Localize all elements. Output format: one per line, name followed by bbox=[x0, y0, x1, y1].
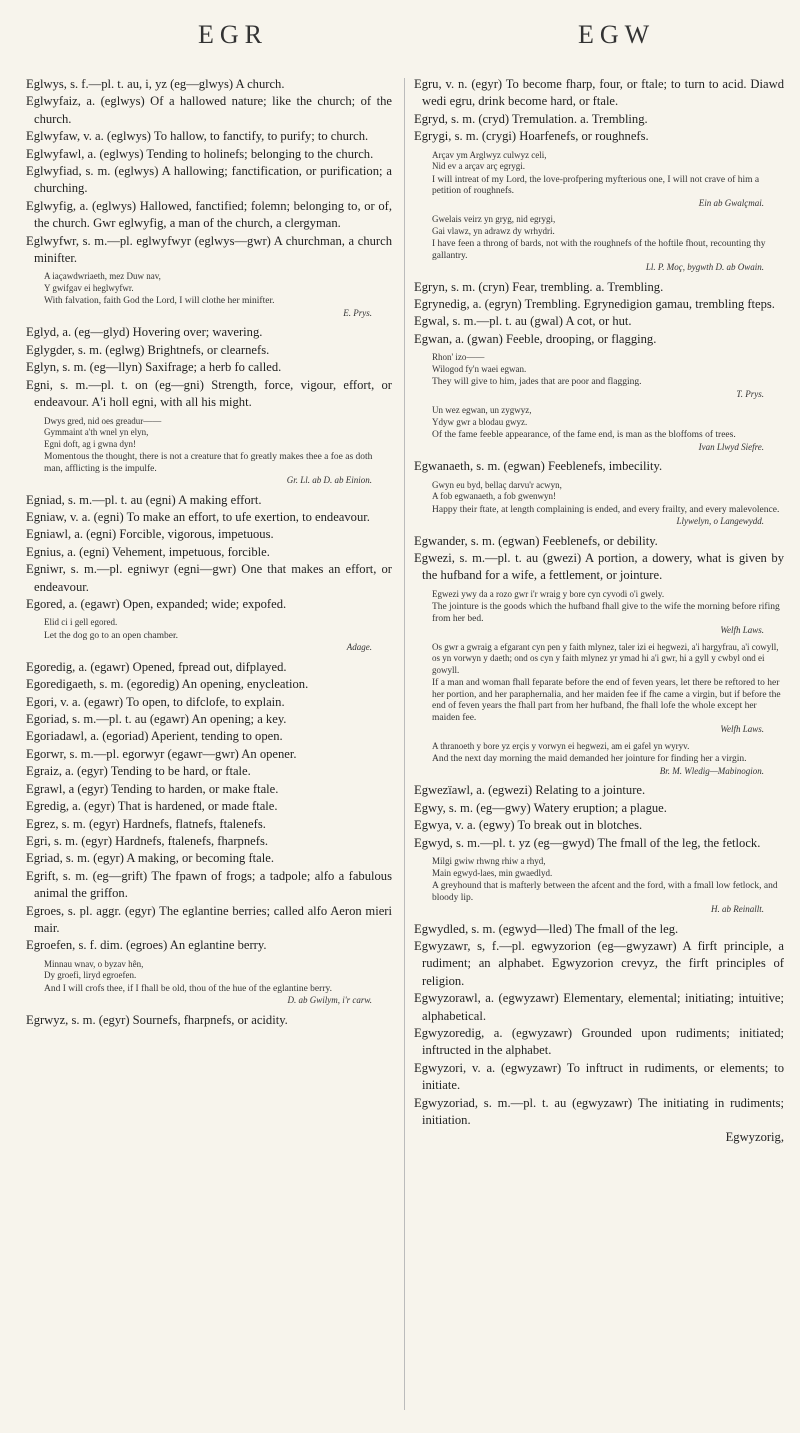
dictionary-entry: Egredig, a. (egyr) That is hardened, or made ftale. bbox=[26, 799, 278, 814]
right-column bbox=[414, 76, 784, 1147]
dictionary-entry: Egwyzori, v. a. (egwyzawr) To inftruct in rudiments, or elements; to initiate. bbox=[414, 1060, 784, 1093]
citation-line: Os gwr a gwraig a efgarant cyn pen y faith mlynez, taler izi ei hegwezi, a'i hargyfrau, a'i cowyll, os yn vorwyn y daeth; ond os cyn y faith mlynez yr ymad hi a'i gwr, hi a gyll y cwbyl ond ei gowyll. bbox=[432, 641, 779, 675]
citation-translation: A greyhound that is mafterly between the afcent and the ford, with a fmall low fetlock, and bloody lip. bbox=[432, 881, 778, 903]
citation-block bbox=[432, 405, 784, 453]
dictionary-entry: Eglyd, a. (eg—glyd) Hovering over; wavering. bbox=[26, 325, 263, 340]
citation-block bbox=[44, 617, 392, 654]
citation-block bbox=[44, 271, 392, 319]
citation-line: Main egwyd-laes, min gwaedlyd. bbox=[432, 867, 553, 878]
dictionary-entry: Egriad, s. m. (egyr) A making, or becoming ftale. bbox=[26, 851, 274, 866]
citation-source: Ein ab Gwalçmai. bbox=[698, 197, 764, 208]
citation-translation: And the next day morning the maid demanded her jointure for finding her a virgin. bbox=[432, 754, 747, 765]
citation-line: Dy groefi, liryd egroefen. bbox=[44, 970, 137, 981]
citation-line: Gai vlawz, yn adrawz dy wrhydri. bbox=[432, 225, 555, 236]
citation-translation: Momentous the thought, there is not a creature that fo greatly makes thee a foe as doth man, afflicting is the impulfe. bbox=[44, 452, 373, 474]
citation-translation: They will give to him, jades that are poor and flagging. bbox=[432, 377, 642, 388]
dictionary-entry: Egoredigaeth, s. m. (egoredig) An opening, enycleation. bbox=[26, 677, 309, 692]
citation-block bbox=[432, 589, 784, 637]
citation-translation: I will intreat of my Lord, the love-profpering myfterious one, I will not crave of him a petition of roughnefs. bbox=[432, 174, 760, 197]
citation-source: Welfh Laws. bbox=[720, 724, 764, 735]
citation-translation: If a man and woman fhall feparate before the end of feven years, let there be reftored to her her portion, and her paraphernalia, and her maiden fee if fhe came a virgin, but if before the end of feven years the fhall part from her hufband, fhe fhall lofe the whole except her maiden fee. bbox=[432, 678, 781, 723]
dictionary-entry: Egrygi, s. m. (crygi) Hoarfenefs, or roughnefs. bbox=[414, 129, 649, 144]
citation-block bbox=[44, 959, 392, 1007]
dictionary-entry: Eglwyfaiz, a. (eglwys) Of a hallowed nature; like the church; of the church. bbox=[26, 94, 392, 126]
dictionary-entry: Egrawl, a (egyr) Tending to harden, or make ftale. bbox=[26, 781, 279, 796]
dictionary-entry: Egnius, a. (egni) Vehement, impetuous, forcible. bbox=[26, 544, 270, 559]
dictionary-entry: Egri, s. m. (egyr) Hardnefs, ftalenefs, fharpnefs. bbox=[26, 833, 268, 848]
citation-block bbox=[432, 741, 784, 778]
citation-line: Egni doft, ag i gwna dyn! bbox=[44, 438, 136, 449]
dictionary-entry: Egoriadawl, a. (egoriad) Aperient, tending to open. bbox=[26, 729, 283, 744]
citation-block bbox=[432, 150, 784, 210]
citation-translation: With falvation, faith God the Lord, I will clothe her minifter. bbox=[44, 296, 275, 307]
citation-block bbox=[432, 480, 784, 528]
dictionary-entry: Egniaw, v. a. (egni) To make an effort, to ufe exertion, to endeavour. bbox=[26, 509, 370, 524]
dictionary-entry: Egori, v. a. (egawr) To open, to difclofe, to explain. bbox=[26, 694, 285, 709]
citation-line: Y gwifgav ei heglwyfwr. bbox=[44, 282, 134, 293]
left-column bbox=[26, 76, 392, 1029]
column-divider bbox=[404, 78, 405, 1410]
citation-line: Gwelais veirz yn gryg, nid egrygi, bbox=[432, 214, 556, 225]
citation-line: A iaçawdwriaeth, mez Duw nav, bbox=[44, 271, 161, 282]
dictionary-entry: Egwander, s. m. (egwan) Feeblenefs, or debility. bbox=[414, 533, 658, 548]
dictionary-entry: Egwan, a. (gwan) Feeble, drooping, or flagging. bbox=[414, 331, 657, 346]
citation-translation: Happy their ftate, at length complaining is ended, and every frailty, and every malevolence. bbox=[432, 504, 780, 515]
citation-line: Arçav ym Arglwyz culwyz celi, bbox=[432, 149, 547, 160]
dictionary-entry: Eglwyfaw, v. a. (eglwys) To hallow, to fanctify, to purify; to church. bbox=[26, 129, 369, 144]
dictionary-entry: Egryn, s. m. (cryn) Fear, trembling. a. Trembling. bbox=[414, 279, 664, 294]
running-head-left: EGR bbox=[198, 20, 268, 49]
dictionary-entry: Egwyzoredig, a. (egwyzawr) Grounded upon rudiments; initiated; inftructed in the alphabet. bbox=[414, 1025, 784, 1058]
citation-source: Gr. Ll. ab D. ab Einion. bbox=[286, 475, 372, 485]
citation-line: Nid ev a arçav arç egrygi. bbox=[432, 161, 525, 172]
citation-source: D. ab Gwilym, i'r carw. bbox=[287, 995, 372, 1006]
citation-line: Milgi gwiw rhwng rhiw a rhyd, bbox=[432, 856, 546, 866]
dictionary-entry: Egwyd, s. m.—pl. t. yz (eg—gwyd) The fmall of the leg, the fetlock. bbox=[414, 835, 761, 850]
dictionary-entry: Egwal, s. m.—pl. t. au (gwal) A cot, or hut. bbox=[414, 314, 632, 329]
citation-source: Ll. P. Moç, bygwth D. ab Owain. bbox=[645, 262, 764, 273]
citation-line: Gwyn eu byd, bellaç darvu'r acwyn, bbox=[432, 479, 562, 490]
citation-line: Rhon' izo—— bbox=[432, 352, 485, 363]
dictionary-entry: Egroefen, s. f. dim. (egroes) An eglantine berry. bbox=[26, 938, 267, 953]
dictionary-entry: Eglwys, s. f.—pl. t. au, i, yz (eg—glwys) A church. bbox=[26, 77, 285, 91]
citation-source: Br. M. Wledig—Mabinogion. bbox=[659, 765, 764, 776]
dictionary-entry: Egoredig, a. (egawr) Opened, fpread out, difplayed. bbox=[26, 659, 287, 674]
dictionary-entry: Egniawl, a. (egni) Forcible, vigorous, impetuous. bbox=[26, 527, 274, 542]
citation-line: Un wez egwan, un zygwyz, bbox=[432, 405, 532, 416]
dictionary-entry: Egniad, s. m.—pl. t. au (egni) A making effort. bbox=[26, 492, 262, 507]
citation-line: Ydyw gwr a blodau gwyz. bbox=[432, 416, 528, 427]
dictionary-entry: Egwya, v. a. (egwy) To break out in blotches. bbox=[414, 818, 643, 833]
citation-line: Egwezi ywy da a rozo gwr i'r wraig y bore cyn cyvodi o'i gwely. bbox=[432, 588, 665, 599]
citation-line: Dwys gred, nid oes greadur—— bbox=[44, 415, 162, 426]
dictionary-entry: Egored, a. (egawr) Open, expanded; wide; expofed. bbox=[26, 596, 287, 611]
citation-block bbox=[432, 856, 784, 916]
dictionary-entry: Egraiz, a. (egyr) Tending to be hard, or ftale. bbox=[26, 764, 251, 779]
dictionary-entry: Eglwyfwr, s. m.—pl. eglwyfwyr (eglwys—gwr) A churchman, a church minifter. bbox=[26, 233, 392, 266]
citation-translation: The jointure is the goods which the hufband fhall give to the wife the morning before rifing from her bed. bbox=[432, 602, 780, 624]
citation-source: Ivan Llwyd Siefre. bbox=[698, 441, 764, 452]
dictionary-entry: Eglygder, s. m. (eglwg) Brightnefs, or clearnefs. bbox=[26, 342, 270, 357]
citation-source: E. Prys. bbox=[343, 307, 372, 318]
dictionary-entry: Egwy, s. m. (eg—gwy) Watery eruption; a plague. bbox=[414, 800, 667, 815]
citation-source: Llywelyn, o Langewydd. bbox=[676, 516, 764, 527]
dictionary-entry: Egwezïawl, a. (egwezi) Relating to a jointure. bbox=[414, 783, 646, 798]
dictionary-entry: Egrez, s. m. (egyr) Hardnefs, flatnefs, ftalenefs. bbox=[26, 816, 266, 831]
dictionary-entry: Egwyzawr, s, f.—pl. egwyzorion (eg—gwyzawr) A firft principle, a rudiment; an alphabet. Egwyzorion crevyz, the firft principles of religion. bbox=[414, 938, 784, 988]
citation-translation: And I will crofs thee, if I fhall be old, thou of the hue of the eglantine berry. bbox=[44, 983, 332, 994]
dictionary-entry: Egrwyz, s. m. (egyr) Sournefs, fharpnefs, or acidity. bbox=[26, 1012, 288, 1027]
citation-line: Elid ci i gell egored. bbox=[44, 617, 118, 628]
dictionary-entry: Egorwr, s. m.—pl. egorwyr (egawr—gwr) An opener. bbox=[26, 746, 297, 761]
dictionary-entry: Eglwyfig, a. (eglwys) Hallowed, fanctified; folemn; belonging to, or of, the church. Gwr eglwyfig, a man of the church, a clergyman. bbox=[26, 198, 392, 231]
dictionary-entry: Egru, v. n. (egyr) To become fharp, four, or ftale; to turn to acid. Diawd wedi egru, drink become hard, or ftale. bbox=[414, 77, 784, 109]
citation-line: A fob egwanaeth, a fob gwenwyn! bbox=[432, 491, 556, 502]
citation-line: Gymmaint a'th wnel yn elyn, bbox=[44, 427, 149, 437]
citation-block bbox=[432, 642, 784, 736]
dictionary-entry: Egwezi, s. m.—pl. t. au (gwezi) A portion, a dowery, what is given by the hufband for a wife, a fettlement, or jointure. bbox=[414, 551, 784, 583]
dictionary-entry: Egwyzorawl, a. (egwyzawr) Elementary, elemental; initiating; intuitive; alphabetical. bbox=[414, 991, 784, 1023]
citation-block bbox=[432, 352, 784, 400]
dictionary-entry: Egryd, s. m. (cryd) Tremulation. a. Trembling. bbox=[414, 111, 648, 126]
dictionary-entry: Egwyzoriad, s. m.—pl. t. au (egwyzawr) The initiating in rudiments; initiation. bbox=[414, 1095, 784, 1127]
citation-line: Wilogod fy'n waei egwan. bbox=[432, 363, 527, 374]
running-head-right: EGW bbox=[578, 20, 656, 49]
citation-block bbox=[432, 214, 784, 274]
citation-line: A thranoeth y bore yz erçis y vorwyn ei hegwezi, am ei gafel yn wyryv. bbox=[432, 740, 690, 751]
dictionary-entry: Egoriad, s. m.—pl. t. au (egawr) An opening; a key. bbox=[26, 712, 287, 727]
dictionary-entry: Eglwyfawl, a. (eglwys) Tending to holinefs; belonging to the church. bbox=[26, 146, 374, 161]
dictionary-entry: Egroes, s. pl. aggr. (egyr) The eglantine berries; called alfo Aeron mieri mair. bbox=[26, 903, 392, 935]
dictionary-entry: Eglyn, s. m. (eg—llyn) Saxifrage; a herb fo called. bbox=[26, 360, 282, 375]
citation-source: Welfh Laws. bbox=[720, 625, 764, 636]
citation-translation: Let the dog go to an open chamber. bbox=[44, 630, 179, 641]
citation-translation: I have feen a throng of bards, not with the roughnefs of the hoftile fhout, recounting thy gallantry. bbox=[432, 239, 766, 261]
citation-source: Adage. bbox=[346, 642, 372, 653]
citation-source: T. Prys. bbox=[736, 388, 764, 399]
catchword: Egwyzorig, bbox=[725, 1130, 784, 1145]
dictionary-entry: Egni, s. m.—pl. t. on (eg—gni) Strength, force, vigour, effort, or endeavour. A'i holl egni, with all his might. bbox=[26, 377, 392, 410]
dictionary-entry: Egwydled, s. m. (egwyd—lled) The fmall of the leg. bbox=[414, 921, 679, 936]
citation-block bbox=[44, 416, 392, 487]
dictionary-entry: Eglwyfiad, s. m. (eglwys) A hallowing; fanctification, or purification; a churching. bbox=[26, 164, 392, 196]
dictionary-entry: Egrift, s. m. (eg—grift) The fpawn of frogs; a tadpole; alfo a fabulous animal the griffon. bbox=[26, 868, 392, 901]
citation-source: H. ab Reinallt. bbox=[711, 904, 764, 914]
citation-line: Minnau wnav, o byzav hên, bbox=[44, 958, 144, 969]
dictionary-entry: Egwanaeth, s. m. (egwan) Feeblenefs, imbecility. bbox=[414, 459, 663, 474]
dictionary-entry: Egniwr, s. m.—pl. egniwyr (egni—gwr) One that makes an effort, or endeavour. bbox=[26, 562, 392, 594]
dictionary-entry: Egrynedig, a. (egryn) Trembling. Egrynedigion gamau, trembling fteps. bbox=[414, 297, 775, 312]
citation-translation: Of the fame feeble appearance, of the fame end, is man as the bloffoms of trees. bbox=[432, 430, 736, 441]
